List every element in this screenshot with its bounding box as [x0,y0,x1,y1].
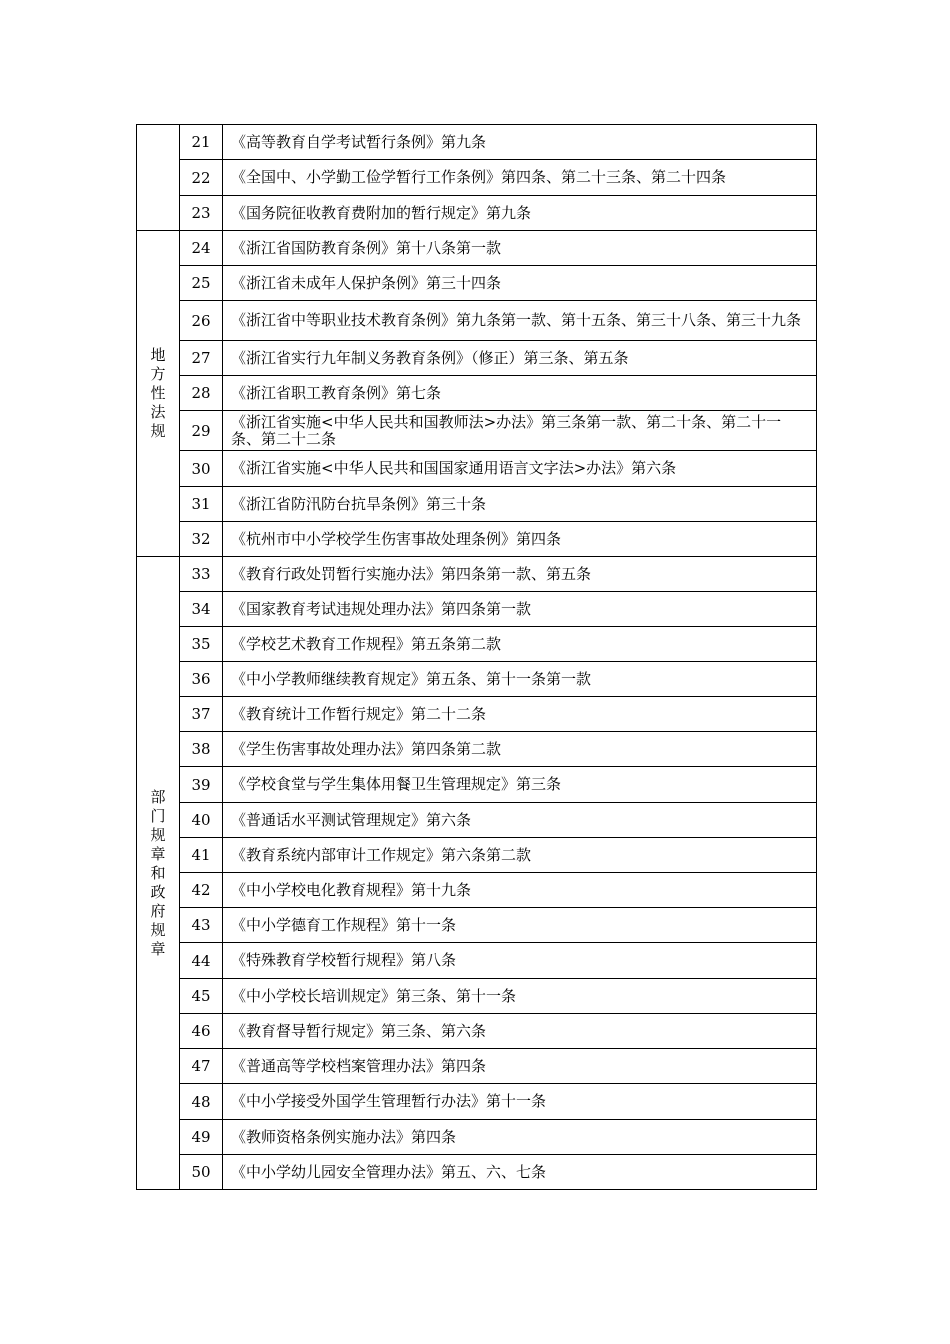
row-number: 41 [180,838,223,873]
table-row [137,160,817,196]
table-row [137,451,817,487]
table-row [137,662,817,697]
table-row [137,838,817,873]
table-row [137,376,817,411]
table-row [137,557,817,592]
table-row [137,697,817,732]
row-number: 50 [180,1155,223,1190]
row-number: 28 [180,376,223,411]
table-row [137,732,817,767]
regulation-table-body [137,125,817,1190]
row-number: 27 [180,341,223,376]
table-row [137,125,817,160]
regulation-text: 《学校艺术教育工作规程》第五条第二款 [223,627,817,662]
row-number: 32 [180,522,223,557]
row-number: 49 [180,1120,223,1155]
table-row [137,196,817,231]
table-row [137,803,817,838]
table-row [137,1084,817,1120]
regulation-text: 《教育系统内部审计工作规定》第六条第二款 [223,838,817,873]
row-number: 42 [180,873,223,908]
table-row [137,1049,817,1084]
regulation-text: 《教育统计工作暂行规定》第二十二条 [223,697,817,732]
regulation-text: 《杭州市中小学校学生伤害事故处理条例》第四条 [223,522,817,557]
table-row [137,266,817,301]
row-number: 45 [180,979,223,1014]
regulation-text: 《浙江省国防教育条例》第十八条第一款 [223,231,817,266]
row-number: 39 [180,767,223,803]
row-number: 46 [180,1014,223,1049]
regulation-text: 《中小学校长培训规定》第三条、第十一条 [223,979,817,1014]
table-row [137,231,817,266]
regulation-text: 《教育督导暂行规定》第三条、第六条 [223,1014,817,1049]
table-row [137,592,817,627]
regulation-text: 《中小学接受外国学生管理暂行办法》第十一条 [223,1084,817,1120]
regulation-text: 《教师资格条例实施办法》第四条 [223,1120,817,1155]
category-label: 地方性法规 [150,346,166,440]
table-row [137,1014,817,1049]
regulation-text: 《国务院征收教育费附加的暂行规定》第九条 [223,196,817,231]
regulation-text: 《中小学幼儿园安全管理办法》第五、六、七条 [223,1155,817,1190]
regulation-text: 《浙江省职工教育条例》第七条 [223,376,817,411]
row-number: 33 [180,557,223,592]
category-label: 部门规章和政府规章 [150,787,166,958]
table-row [137,341,817,376]
table-row [137,767,817,803]
regulation-text: 《中小学校电化教育规程》第十九条 [223,873,817,908]
row-number: 37 [180,697,223,732]
regulation-text: 《中小学德育工作规程》第十一条 [223,908,817,943]
row-number: 43 [180,908,223,943]
table-row [137,487,817,522]
row-number: 38 [180,732,223,767]
table-row [137,979,817,1014]
row-number: 26 [180,301,223,341]
regulation-text: 《浙江省中等职业技术教育条例》第九条第一款、第十五条、第三十八条、第三十九条 [223,301,817,341]
category-cell [137,125,180,231]
row-number: 48 [180,1084,223,1120]
table-row [137,522,817,557]
regulation-text: 《浙江省防汛防台抗旱条例》第三十条 [223,487,817,522]
regulation-text: 《高等教育自学考试暂行条例》第九条 [223,125,817,160]
category-cell [137,557,180,1190]
row-number: 21 [180,125,223,160]
row-number: 25 [180,266,223,301]
table-row [137,873,817,908]
regulation-text: 《浙江省实行九年制义务教育条例》（修正）第三条、第五条 [223,341,817,376]
regulation-text: 《全国中、小学勤工俭学暂行工作条例》第四条、第二十三条、第二十四条 [223,160,817,196]
table-row [137,627,817,662]
row-number: 34 [180,592,223,627]
row-number: 24 [180,231,223,266]
row-number: 44 [180,943,223,979]
row-number: 23 [180,196,223,231]
table-row [137,908,817,943]
row-number: 30 [180,451,223,487]
regulation-text: 《中小学教师继续教育规定》第五条、第十一条第一款 [223,662,817,697]
row-number: 47 [180,1049,223,1084]
regulation-text: 《特殊教育学校暂行规程》第八条 [223,943,817,979]
table-row [137,1155,817,1190]
regulation-text: 《学生伤害事故处理办法》第四条第二款 [223,732,817,767]
table-row [137,411,817,451]
row-number: 31 [180,487,223,522]
regulation-text: 《浙江省实施<中华人民共和国教师法>办法》第三条第一款、第二十条、第二十一条、第二十二条 [223,411,817,451]
table-row [137,301,817,341]
category-cell [137,231,180,557]
row-number: 29 [180,411,223,451]
regulation-text: 《学校食堂与学生集体用餐卫生管理规定》第三条 [223,767,817,803]
row-number: 36 [180,662,223,697]
row-number: 22 [180,160,223,196]
regulation-text: 《普通高等学校档案管理办法》第四条 [223,1049,817,1084]
regulation-text: 《国家教育考试违规处理办法》第四条第一款 [223,592,817,627]
regulation-text: 《教育行政处罚暂行实施办法》第四条第一款、第五条 [223,557,817,592]
regulation-text: 《浙江省未成年人保护条例》第三十四条 [223,266,817,301]
regulation-table [136,124,817,1190]
regulation-text: 《普通话水平测试管理规定》第六条 [223,803,817,838]
regulation-text: 《浙江省实施<中华人民共和国国家通用语言文字法>办法》第六条 [223,451,817,487]
table-row [137,1120,817,1155]
row-number: 40 [180,803,223,838]
table-row [137,943,817,979]
row-number: 35 [180,627,223,662]
